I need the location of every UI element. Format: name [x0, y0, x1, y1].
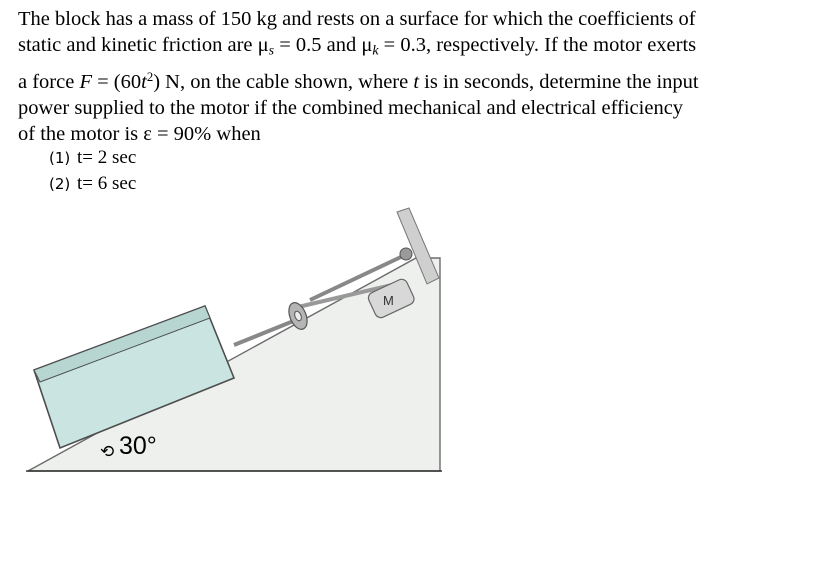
problem-line-3: a force $F = (60t^2)$ N, on the cable shown, where t is in seconds, determine the input: [18, 70, 699, 94]
angle-label: 30°: [119, 432, 157, 460]
motor-label: M: [383, 293, 394, 308]
problem-line-5: of the motor is ε = 90% when: [18, 123, 261, 146]
angle-arc-icon: ⟲: [100, 442, 115, 462]
problem-line-2: static and kinetic friction are $\mu_s = 0.5$ and $\mu_k = 0.3$, respectively. If the motor exerts: [18, 34, 697, 59]
problem-line-4: power supplied to the motor if the combined mechanical and electrical efficiency: [18, 97, 684, 120]
part-1: (1) t= 2 sec: [49, 147, 137, 168]
wall-anchor: [400, 248, 412, 260]
problem-line-1: The block has a mass of 150 kg and rests on a surface for which the coefficients of: [18, 8, 696, 30]
part-2: (2) t= 6 sec: [49, 173, 137, 194]
problem-statement: [18, 6, 808, 147]
question-parts: [49, 145, 136, 197]
